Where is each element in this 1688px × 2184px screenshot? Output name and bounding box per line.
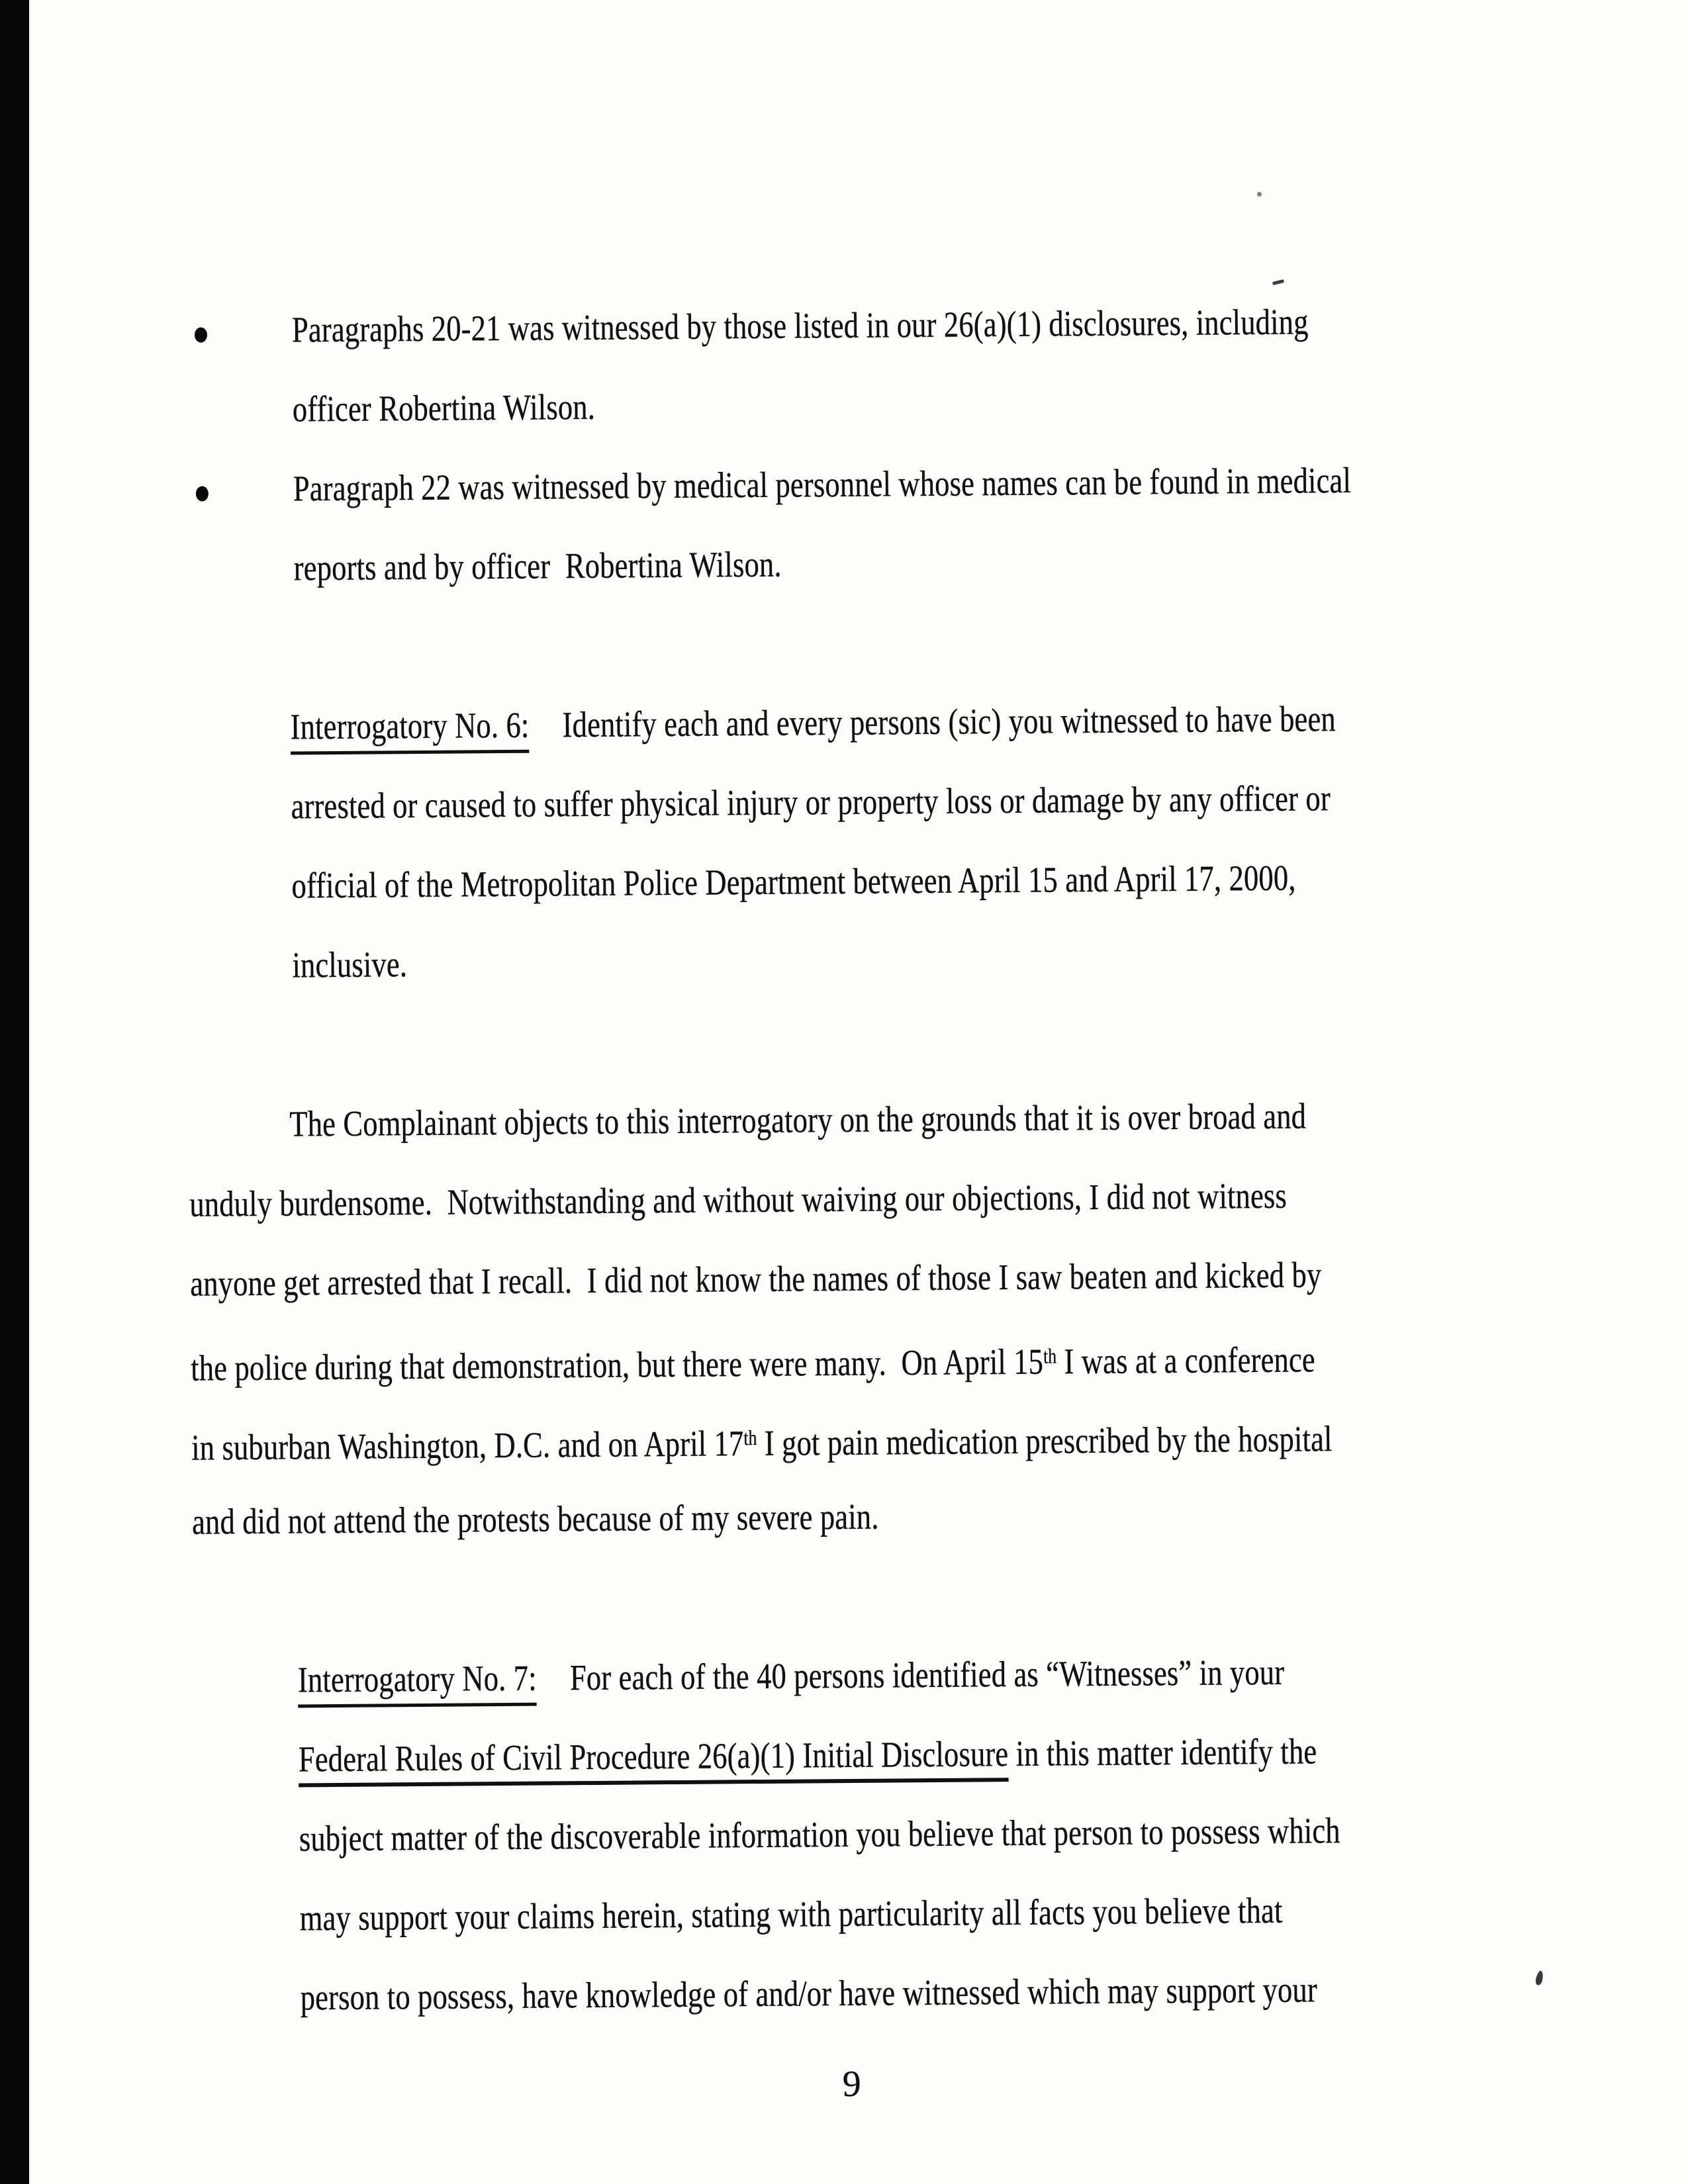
bullet-1-line-2: officer Robertina Wilson. xyxy=(292,386,596,430)
interrogatory-7-line: subject matter of the discoverable information you believe that person to possess which xyxy=(299,1810,1340,1859)
answer-6-line4-post: I was at a conference xyxy=(1056,1339,1316,1382)
interrogatory-7-intro: For each of the 40 persons identified as “Witnesses” in your xyxy=(569,1651,1285,1698)
bullet-2-line-2: reports and by officer Robertina Wilson. xyxy=(293,543,782,588)
answer-6-line: unduly burdensome. Notwithstanding and without waiving our objections, I did not witness xyxy=(189,1175,1288,1224)
answer-6-line4-pre: the police during that demonstration, but there were many. On April 15 xyxy=(191,1341,1044,1388)
scan-speck xyxy=(1534,1970,1544,1986)
interrogatory-7-line2-rest: in this matter identify the xyxy=(1008,1731,1317,1774)
interrogatory-6-line: inclusive. xyxy=(292,944,408,985)
interrogatory-6-line: official of the Metropolitan Police Department between April 15 and April 17, 2000, xyxy=(291,857,1296,906)
bullet-1-line-1: Paragraphs 20-21 was witnessed by those listed in our 26(a)(1) disclosures, including xyxy=(291,301,1309,350)
interrogatory-7-line: person to possess, have knowledge of and/or have witnessed which may support your xyxy=(300,1969,1318,2018)
answer-6-line: and did not attend the protests because of my severe pain. xyxy=(191,1496,879,1542)
answer-6-line5-pre: in suburban Washington, D.C. and on April 17 xyxy=(191,1423,744,1468)
interrogatory-6-heading-line xyxy=(290,698,1336,747)
interrogatory-6-label: Interrogatory No. 6: xyxy=(290,705,529,755)
answer-6-line xyxy=(191,1413,1333,1468)
interrogatory-7-label: Interrogatory No. 7: xyxy=(298,1658,537,1708)
interrogatory-7-line xyxy=(299,1731,1317,1780)
scan-speck xyxy=(1257,192,1262,197)
interrogatory-7-line: may support your claims herein, stating with particularity all facts you believe that xyxy=(299,1889,1283,1938)
page-number: 9 xyxy=(842,2063,862,2105)
answer-6-line: anyone get arrested that I recall. I did not know the names of those I saw beaten and kicked by xyxy=(190,1254,1322,1304)
interrogatory-7-heading-line xyxy=(298,1652,1285,1701)
answer-6-line: The Complainant objects to this interrogatory on the grounds that it is over broad and xyxy=(289,1095,1307,1144)
bullet-icon xyxy=(196,486,209,502)
interrogatory-6-intro: Identify each and every persons (sic) you witnessed to have been xyxy=(562,698,1336,745)
ordinal-superscript: th xyxy=(1043,1344,1057,1368)
frcp-citation-underlined: Federal Rules of Civil Procedure 26(a)(1) Initial Disclosure xyxy=(299,1733,1009,1787)
ordinal-superscript: th xyxy=(743,1426,757,1450)
bullet-2-line-1: Paragraph 22 was witnessed by medical personnel whose names can be found in medical xyxy=(293,459,1352,509)
interrogatory-6-line: arrested or caused to suffer physical injury or property loss or damage by any officer or xyxy=(291,778,1331,827)
answer-6-line xyxy=(191,1334,1315,1388)
bullet-icon xyxy=(195,328,207,343)
answer-6-line5-post: I got pain medication prescribed by the hospital xyxy=(757,1418,1333,1463)
